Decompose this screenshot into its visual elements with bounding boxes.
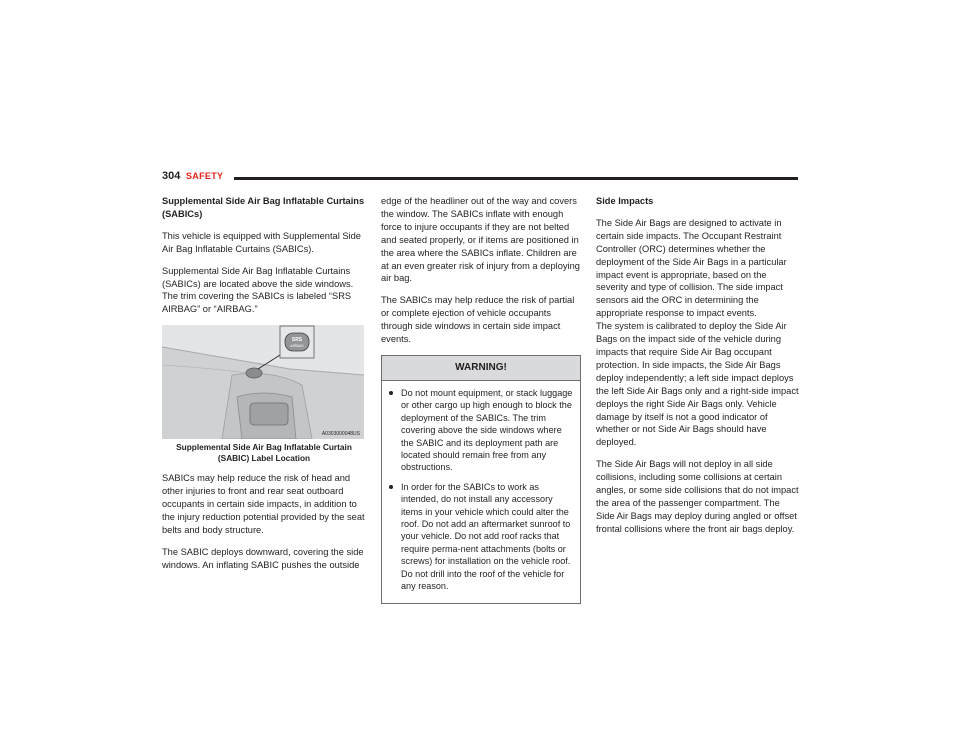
column-right bbox=[596, 195, 800, 545]
bullet-icon bbox=[389, 485, 393, 489]
paragraph: The system is calibrated to deploy the Side Air Bags on the impact side of the vehicle during impacts that require Side Air Bag occupant protection. In side impacts, the Side Air Bags deploy independently; a left side impact deploys the left Side Air Bags only and a right-side impact deploys the right Side Air Bags only. Vehicle damage by itself is not a good indicator of whether or not Side Air Bags should have deployed. bbox=[596, 321, 799, 448]
header-rule bbox=[234, 177, 798, 180]
page-number: 304 bbox=[162, 170, 181, 182]
figure-code: A0303000048US bbox=[321, 431, 360, 438]
warning-title: WARNING! bbox=[382, 356, 580, 381]
paragraph: Supplemental Side Air Bag Inflatable Curtains (SABICs) are located above the side windows. The trim covering the SABICs is labeled “SRS AIRBAG” or “AIRBAG.” bbox=[162, 265, 354, 315]
figure-caption: Supplemental Side Air Bag Inflatable Curtain (SABIC) Label Location bbox=[176, 442, 352, 464]
column-middle bbox=[381, 195, 581, 604]
column-left bbox=[162, 195, 366, 581]
bullet-icon bbox=[389, 391, 393, 395]
side-impacts-heading: Side Impacts bbox=[596, 196, 654, 206]
srs-label-text: SRS bbox=[291, 337, 303, 344]
paragraph: The SABICs may help reduce the risk of partial or complete ejection of vehicle occupants through side windows in certain side impact events. bbox=[381, 295, 575, 345]
warning-item bbox=[388, 481, 574, 593]
paragraph: This vehicle is equipped with Supplemental Side Air Bag Inflatable Curtains (SABICs). bbox=[162, 230, 361, 254]
sabic-label-figure bbox=[162, 325, 364, 439]
sabic-heading: Supplemental Side Air Bag Inflatable Curtains (SABICs) bbox=[162, 196, 365, 219]
headliner-illustration bbox=[162, 325, 364, 439]
paragraph: The Side Air Bags are designed to activate in certain side impacts. The Occupant Restraint Controller (ORC) determines whether the deployment of the Side Air Bags in a particular impact event is appropriate, based on the severity and type of collision. The side impact sensors aid the ORC in determining the appropriate response to impact events. bbox=[596, 217, 787, 319]
paragraph: edge of the headliner out of the way and covers the window. The SABICs inflate with enough force to injure occupants if they are not belted and seated properly, or if items are positioned in the area where the SABICs inflate. Children are at an even greater risk of injury from a deploying air bag. bbox=[381, 196, 580, 284]
paragraph: The Side Air Bags will not deploy in all side collisions, including some collisions at certain angles, or some side collisions that do not impact the area of the passenger compartment. The Side Air Bags may deploy during angled or offset frontal collisions where the front air bags deploy. bbox=[596, 459, 799, 534]
page-header bbox=[162, 170, 798, 184]
section-title: SAFETY bbox=[186, 171, 224, 181]
warning-item bbox=[388, 387, 574, 474]
airbag-label-text: AIRBAG bbox=[290, 344, 304, 349]
warning-item-text: Do not mount equipment, or stack luggage or other cargo up high enough to block the deployment of the SABICs. The trim covering above the side windows where the SABIC and its deployment path are located should remain free from any obstructions. bbox=[401, 387, 573, 473]
paragraph: SABICs may help reduce the risk of head and other injuries to front and rear seat outboard occupants in certain side impacts, in addition to the injury reduction potential provided by the seat belts and body structure. bbox=[162, 473, 365, 535]
paragraph: The SABIC deploys downward, covering the side windows. An inflating SABIC pushes the outside bbox=[162, 546, 364, 570]
warning-box bbox=[381, 355, 581, 604]
warning-item-text: In order for the SABICs to work as intended, do not install any accessory items in your vehicle which could alter the roof. Do not add an aftermarket sunroof to your vehicle. Do not add roof racks that require perma-nent attachments (bolts or screws) for installation on the vehicle roof. Do not drill into the roof of the vehicle for any reason. bbox=[401, 481, 571, 591]
